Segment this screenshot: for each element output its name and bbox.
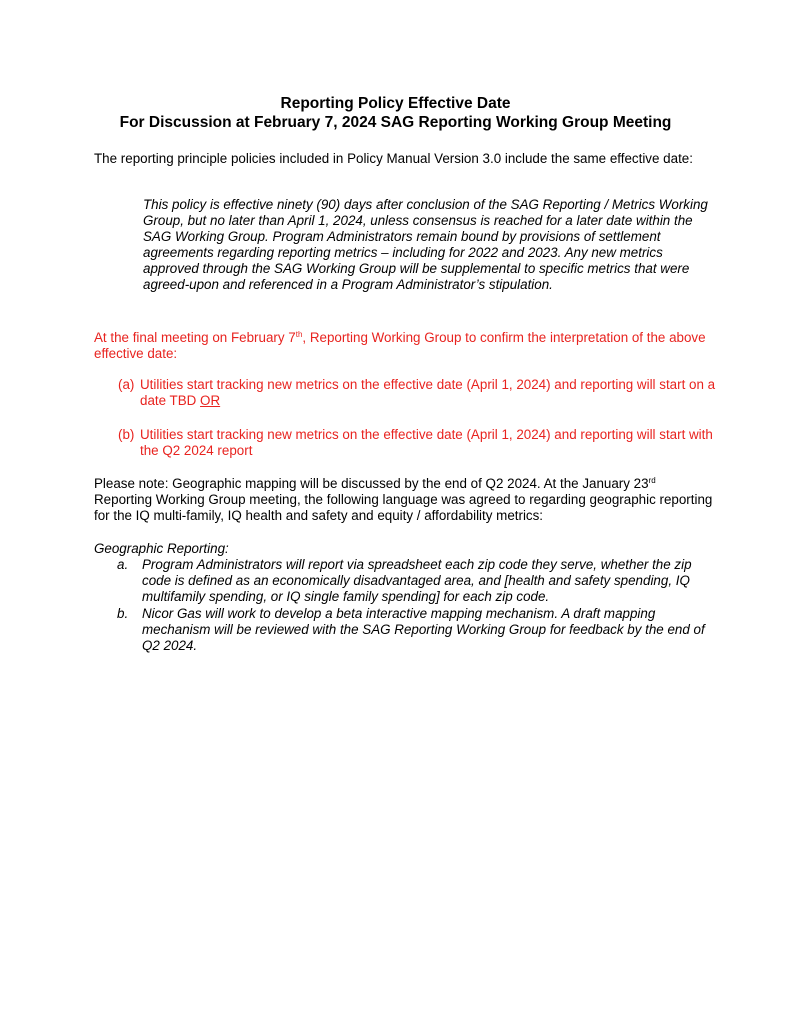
geographic-reporting-heading: Geographic Reporting: (94, 541, 229, 556)
list-marker: b. (117, 605, 129, 621)
geographic-reporting-list (94, 557, 714, 654)
document-title: Reporting Policy Effective Date (280, 95, 511, 112)
policy-quote: This policy is effective ninety (90) days after conclusion of the SAG Reporting / Metrics Working Group, but no later than April 1, 2024, unless consensus is reached for a later date within the SAG Working Group. Program Administrators remain bound by provisions of settlement agreements regarding reporting metrics – including for 2022 and 2023. Any new metrics approved through the SAG Working Group will be supplemental to specific metrics that were agreed-upon and referenced in a Program Administrator’s stipulation. (143, 197, 708, 293)
final-meeting-paragraph (94, 330, 714, 362)
intro-paragraph: The reporting principle policies included in Policy Manual Version 3.0 include the same effective date: (94, 151, 693, 166)
list-marker: a. (117, 557, 129, 572)
list-item (94, 606, 714, 655)
ordinal-suffix: rd (648, 476, 656, 485)
document-subtitle: For Discussion at February 7, 2024 SAG Reporting Working Group Meeting (119, 114, 672, 131)
option-a (118, 377, 718, 409)
final-meeting-text: At the final meeting on February 7 (94, 330, 296, 345)
note-text-cont: Reporting Working Group meeting, the following language was agreed to regarding geographic reporting for the IQ multi-family, IQ health and safety and equity / affordability metrics: (94, 492, 713, 524)
list-item (94, 557, 714, 606)
list-item-text: Program Administrators will report via spreadsheet each zip code they serve, whether the zip code is defined as an economically disadvantaged area, and [health and safety spending, IQ multifamily spending, or IQ single family spending] for each zip code. (142, 557, 692, 605)
ordinal-suffix: th (295, 330, 303, 339)
option-b-text: Utilities start tracking new metrics on the effective date (April 1, 2024) and reporting will start with the Q2 2024 report (140, 427, 713, 459)
option-a-or: OR (200, 393, 221, 409)
list-item-text: Nicor Gas will work to develop a beta interactive mapping mechanism. A draft mapping mechanism will be reviewed with the SAG Reporting Working Group for feedback by the end of Q2 2024. (142, 605, 705, 654)
option-a-text: Utilities start tracking new metrics on the effective date (April 1, 2024) and reporting will start on a date TBD (140, 377, 716, 409)
option-b (118, 427, 718, 459)
final-meeting-text-cont: , Reporting Working Group to confirm the interpretation of the above effective date: (94, 330, 706, 362)
note-text: Please note: Geographic mapping will be discussed by the end of Q2 2024. At the January 23 (94, 476, 649, 491)
option-b-marker: (b) (118, 427, 135, 442)
option-a-marker: (a) (118, 377, 135, 392)
note-paragraph (94, 476, 714, 525)
